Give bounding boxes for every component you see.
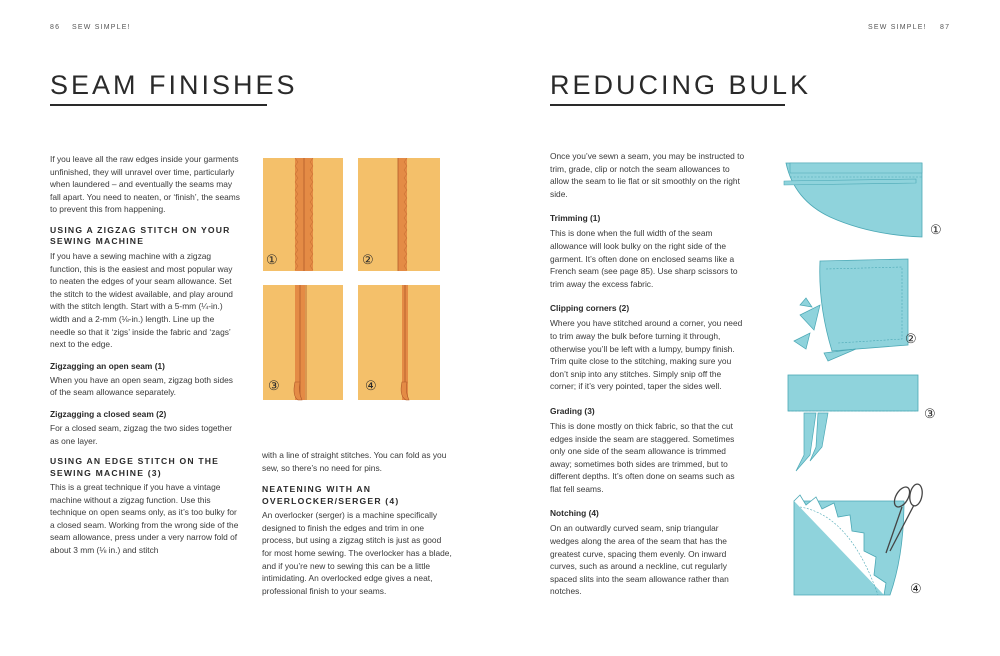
page-number-left: 86 <box>50 24 61 31</box>
running-head-right: SEW SIMPLE! <box>868 24 927 31</box>
bulk-figure-label-3: ③ <box>924 406 936 421</box>
closed-seam-body: For a closed seam, zigzag the two sides together as one layer. <box>50 422 233 446</box>
figure-label-4: ④ <box>365 378 377 393</box>
reducing-bulk-illustration <box>780 155 940 615</box>
left-second-column <box>262 449 452 597</box>
title-underline-right <box>550 104 785 106</box>
edge-stitch-body: This is a great technique if you have a vintage machine without a zigzag function. Use this technique on open seams only, as it’s too bulky for a closed seam. Working from the wrong side of the seam allowance, press under a very narrow fold of about 3 mm (⅛ in.) and stitch <box>50 482 239 556</box>
bulk-figure-label-2: ② <box>905 331 917 346</box>
trimming-heading: Trimming (1) <box>550 213 601 224</box>
bulk-figure-label-1: ① <box>930 222 942 237</box>
fabric-clipping-corners <box>794 259 908 361</box>
page-title-seam-finishes: SEAM FINISHES <box>50 70 298 100</box>
left-column <box>50 153 240 557</box>
intro-paragraph: If you leave all the raw edges inside your garments unfinished, they will unravel over time, particularly when laundered – and eventually the seams may fall apart. You need to neaten, or ‘finish’, the seams to prevent this from happening. <box>50 154 240 215</box>
open-seam-body: When you have an open seam, zigzag both sides of the seam allowance separately. <box>50 374 233 398</box>
clipping-heading: Clipping corners (2) <box>550 303 630 314</box>
fabric-grading <box>788 375 918 471</box>
overlocker-body: An overlocker (serger) is a machine specifically designed to finish the edges and trim in one process, but using a zigzag stitch is just as good for most home sewing. The overlocker has a blade, and if you’re new to sewing this can be a little intimidating. An overlocked edge gives a neat, professional finish to your seams. <box>262 510 452 596</box>
zigzag-body: If you have a sewing machine with a zigzag function, this is the easiest and most popular way to neaten the edges of your seam allowance. Set the stitch to the widest available, and play around with the stitch length. Start with a 5-mm (¼-in.) width and a 2-mm (⅛-in.) length. Line up the needle so that it ‘zigs’ inside the fabric and ‘zags’ next to the edge. <box>50 250 233 350</box>
overlocker-heading: NEATENING WITH AN OVERLOCKER/SERGER (4) <box>262 484 400 506</box>
right-column <box>550 150 745 598</box>
figure-label-1: ① <box>266 252 278 267</box>
grading-body: This is done mostly on thick fabric, so that the cut edges inside the seam are staggered. Sometimes only one side of the seam allowance is trimmed away; sometimes both sides are trimmed, but to different depths. It’s often done on seams such as flat fell seams. <box>550 420 735 494</box>
grading-heading: Grading (3) <box>550 405 595 416</box>
seam-finish-illustration <box>262 156 452 406</box>
notching-body: On an outwardly curved seam, snip triangular wedges along the area of the seam that has the greatest curve, spacing them evenly. On inward curves, such as around a neckline, cut regularly spaced slits into the seam allowance rather than notches. <box>550 523 729 597</box>
clipping-body: Where you have stitched around a corner, you need to trim away the bulk before turning it through, otherwise you’ll be left with a lumpy, bumpy finish. Trim quite close to the stitching, making sure you don’t snip into any stitches. Simply snip off the corner; if it’s very pointed, taper the sides well. <box>550 318 743 392</box>
edge-stitch-continued: with a line of straight stitches. You can fold as you sew, so there’s no need for pins. <box>262 450 447 473</box>
figure-label-3: ③ <box>268 378 280 393</box>
page-title-reducing-bulk: REDUCING BULK <box>550 70 812 100</box>
page-number-right: 87 <box>940 24 951 31</box>
notching-heading: Notching (4) <box>550 508 599 519</box>
title-underline <box>50 104 267 106</box>
bulk-figure-label-4: ④ <box>910 581 922 596</box>
closed-seam-heading: Zigzagging a closed seam (2) <box>50 408 167 419</box>
figure-label-2: ② <box>362 252 374 267</box>
edge-stitch-heading: USING AN EDGE STITCH ON THE SEWING MACHINE (3) <box>50 456 220 478</box>
bulk-intro: Once you’ve sewn a seam, you may be instructed to trim, grade, clip or notch the seam allowances to allow the seam to lie flat or sit smoothly on the right side. <box>550 151 745 199</box>
fabric-trimming <box>784 163 922 237</box>
zigzag-heading: USING A ZIGZAG STITCH ON YOUR SEWING MACHINE <box>50 224 231 247</box>
trimming-body: This is done when the full width of the seam allowance will look bulky on the right side of the garment. It’s often done on enclosed seams like a French seam (see page 85). Use sharp scissors to trim away the excess fabric. <box>550 228 738 289</box>
running-head-left: SEW SIMPLE! <box>72 24 131 31</box>
fabric-notching <box>794 495 904 595</box>
open-seam-heading: Zigzagging an open seam (1) <box>50 360 165 371</box>
